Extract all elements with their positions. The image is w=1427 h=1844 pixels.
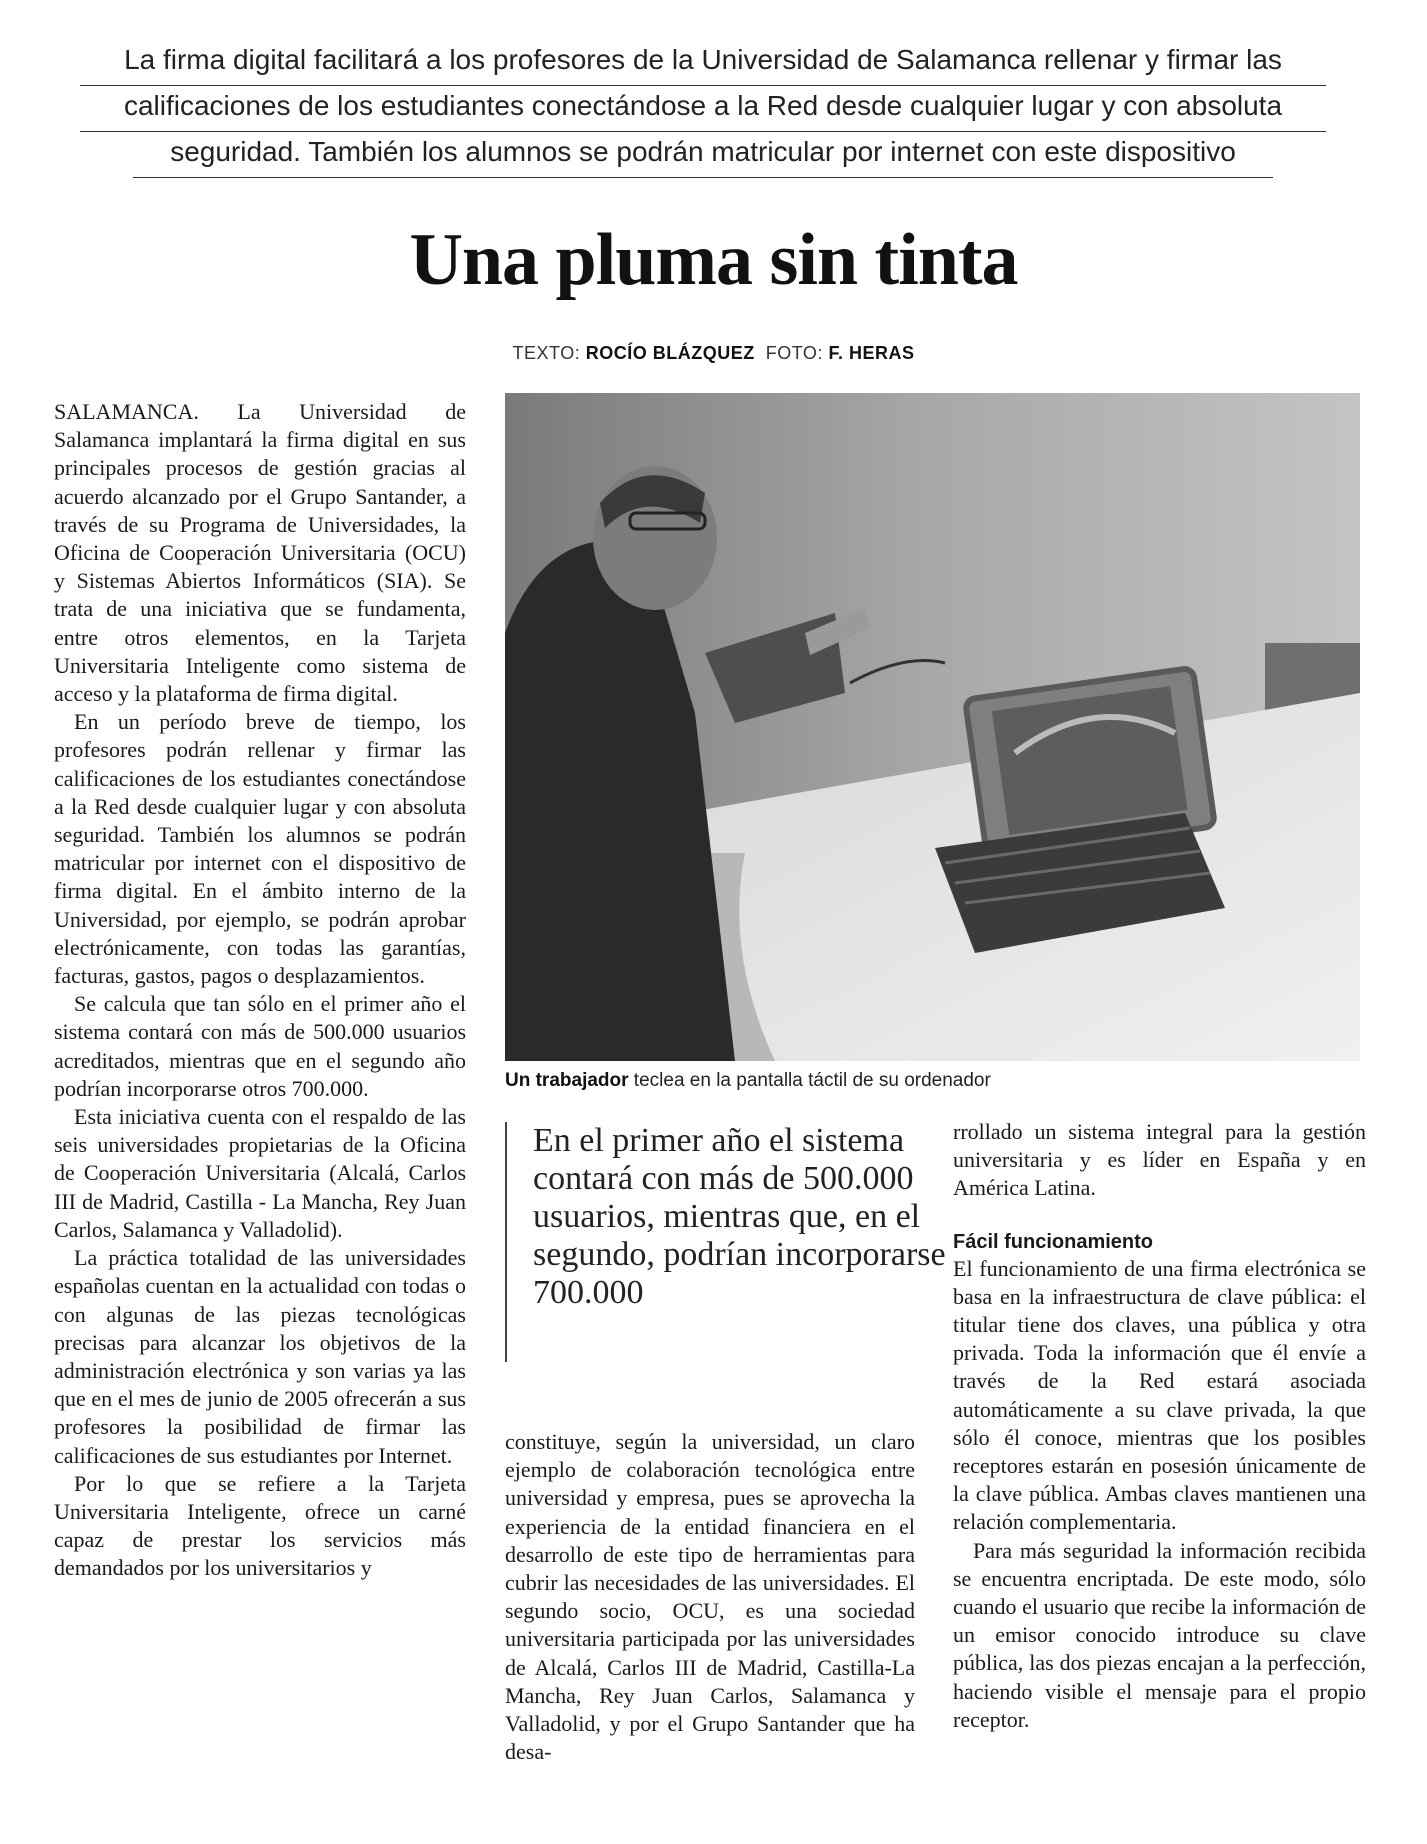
byline-text-label: TEXTO:: [512, 343, 581, 363]
paragraph: Para más seguridad la información recibida se encuentra encriptada. De este modo, sólo cuando el usuario que recibe la información de un emisor conocido introduce su clave pública, las dos piezas encajan a la perfección, haciendo visible el mensaje para el propio receptor.: [953, 1537, 1366, 1732]
paragraph: Esta iniciativa cuenta con el respaldo de las seis universidades propietarias de la Oficina de Cooperación Universitaria (Alcalá, Carlos III de Madrid, Castilla - La Mancha, Rey Juan Carlos, Salamanca y Valladolid).: [54, 1104, 466, 1242]
paragraph: constituye, según la universidad, un claro ejemplo de colaboración tecnológica entre universidad y empresa, pues se aprovecha la experiencia de la entidad financiera en el desarrollo de este tipo de herramientas para cubrir las necesidades de las universidades. El segundo socio, OCU, es una sociedad universitaria participada por las universidades de Alcalá, Carlos III de Madrid, Castilla-La Mancha, Rey Juan Carlos, Salamanca y Valladolid, y por el Grupo Santander que ha desa-: [505, 1429, 915, 1765]
byline-photographer: F. HERAS: [828, 343, 915, 363]
paragraph: En un período breve de tiempo, los profesores podrán rellenar y firmar las calificaciones de los estudiantes conectándose a la Red desde cualquier lugar y con absoluta seguridad. También los alumnos se podrán matricular por internet con el dispositivo de firma digital. En el ámbito interno de la Universidad, por ejemplo, se podrán aprobar electrónicamente, con todas las garantías, facturas, gastos, pagos o desplazamientos.: [54, 709, 466, 989]
photo-caption: [505, 1070, 1365, 1092]
body-column-1: [54, 398, 466, 1583]
byline-photo-label: FOTO:: [765, 343, 823, 363]
byline: [0, 343, 1427, 364]
paragraph: SALAMANCA. La Universidad de Salamanca implantará la firma digital en sus principales procesos de gestión gracias al acuerdo alcanzado por el Grupo Santander, a través de su Programa de Universidades, la Oficina de Cooperación Universitaria (OCU) y Sistemas Abiertos Informáticos (SIA). Se trata de una iniciativa que se fundamenta, entre otros elementos, en la Tarjeta Universitaria Inteligente como sistema de acceso y la plataforma de firma digital.: [54, 399, 466, 707]
standfirst: [80, 40, 1326, 178]
caption-bold: Un trabajador: [505, 1070, 629, 1091]
byline-author: ROCÍO BLÁZQUEZ: [585, 343, 755, 363]
paragraph: Se calcula que tan sólo en el primer año el sistema contará con más de 500.000 usuarios acreditados, mientras que en el segundo año podrían incorporarse otros 700.000.: [54, 991, 466, 1101]
subheading: Fácil funcionamiento: [953, 1230, 1154, 1253]
standfirst-line-3: seguridad. También los alumnos se podrán matricular por internet con este dispositivo: [133, 132, 1273, 178]
body-column-3: [953, 1118, 1366, 1734]
body-column-2: [505, 1428, 915, 1766]
caption-text: teclea en la pantalla táctil de su ordenador: [628, 1070, 991, 1091]
paragraph: rrollado un sistema integral para la gestión universitaria y es líder en España y en América Latina.: [953, 1119, 1366, 1201]
paragraph: Por lo que se refiere a la Tarjeta Universitaria Inteligente, ofrece un carné capaz de prestar los servicios más demandados por los universitarios y: [54, 1470, 466, 1581]
standfirst-line-2: calificaciones de los estudiantes conectándose a la Red desde cualquier lugar y con absoluta: [80, 86, 1326, 132]
article-photo: [505, 393, 1360, 1061]
paragraph: El funcionamiento de una firma electrónica se basa en la infraestructura de clave pública: el titular tiene dos claves, una pública y otra privada. Toda la información que él envíe a través de la Red estará asociada automáticamente a su clave privada, la que sólo él conoce, mientras que los posibles receptores estarán en posesión únicamente de la clave pública. Ambas claves mantienen una relación complementaria.: [953, 1255, 1366, 1535]
paragraph: La práctica totalidad de las universidades españolas cuentan en la actualidad con todas o con algunas de las piezas tecnológicas precisas para alcanzar los objetivos de la administración electrónica y son varias ya las que en el mes de junio de 2005 ofrecerán a sus profesores la posibilidad de firmar las calificaciones de sus estudiantes por Internet.: [54, 1245, 466, 1468]
headline: Una pluma sin tinta: [409, 219, 1018, 301]
pull-quote: En el primer año el sistema contará con más de 500.000 usuarios, mientras que, en el segundo, podrían incorporarse 700.000: [505, 1122, 953, 1362]
standfirst-line-1: La firma digital facilitará a los profesores de la Universidad de Salamanca rellenar y firmar las: [80, 40, 1326, 86]
photo-illustration: [505, 393, 1360, 1061]
